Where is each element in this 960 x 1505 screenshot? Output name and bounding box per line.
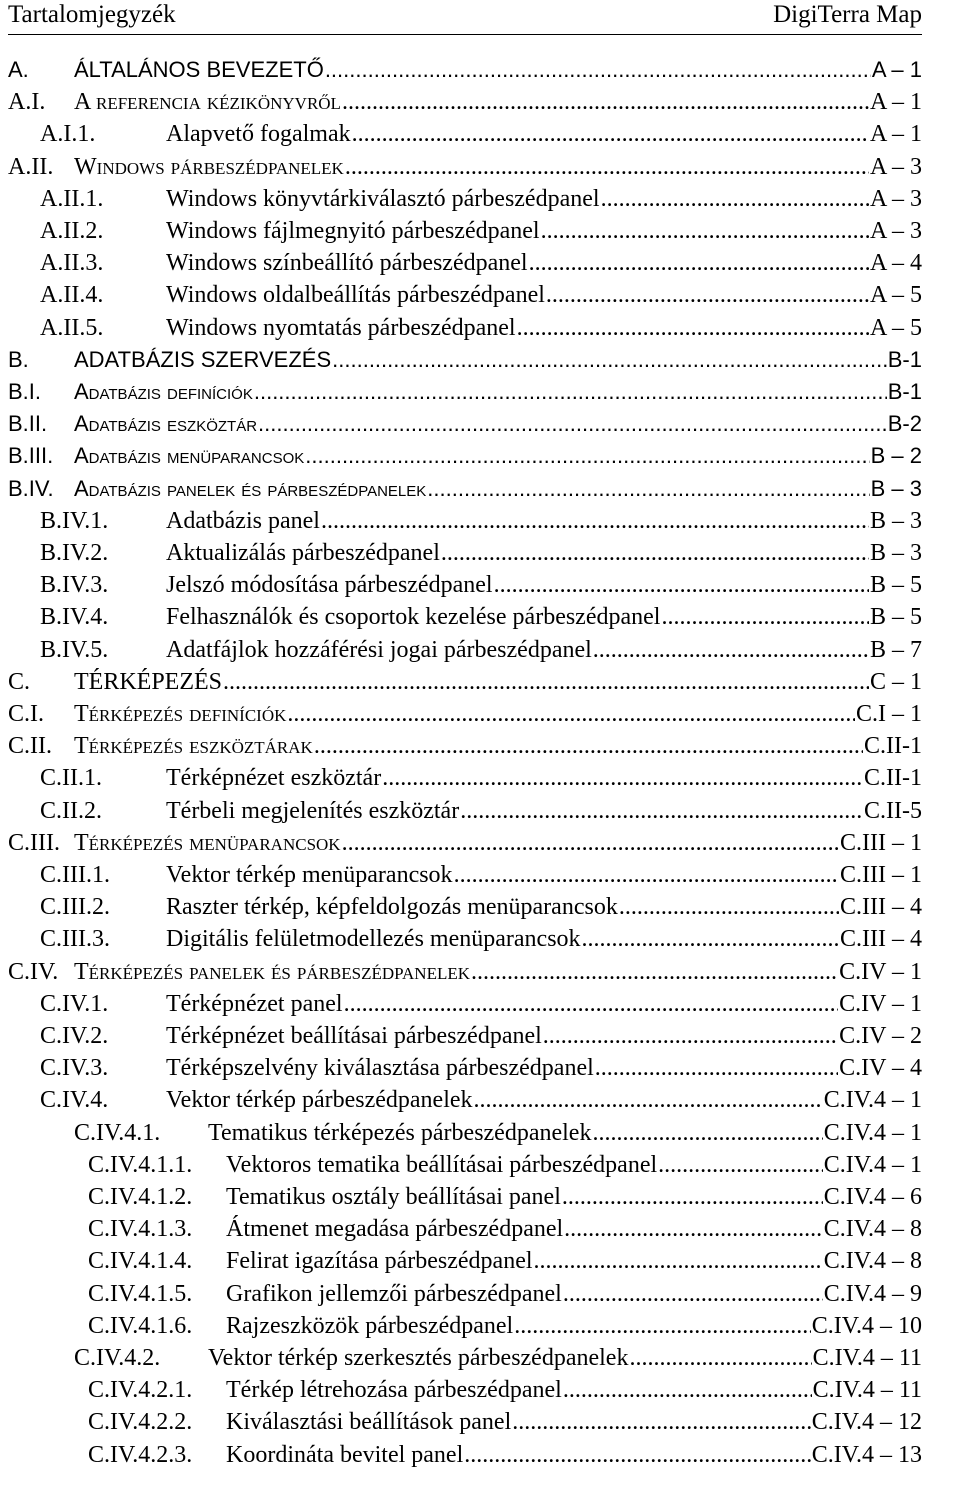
- toc-entry-title: Térképezés eszköztárak: [74, 733, 313, 760]
- toc-entry[interactable]: [0, 923, 922, 955]
- dot-leader: [460, 795, 863, 827]
- toc-entry[interactable]: [0, 569, 922, 601]
- toc-entry-line: [74, 956, 922, 988]
- dot-leader: [352, 118, 869, 150]
- toc-entry-line: [226, 1406, 922, 1438]
- toc-entry-number: C.IV.4.2.1.: [88, 1377, 193, 1404]
- toc-entry-page: C.IV.4 – 1: [823, 1119, 922, 1146]
- toc-entry-line: [166, 988, 922, 1020]
- toc-entry-page: C.IV.4 – 1: [823, 1151, 922, 1178]
- toc-entry[interactable]: [0, 730, 922, 762]
- toc-entry-title: Vektor térkép menüparancsok: [166, 862, 453, 888]
- running-header: [8, 0, 922, 35]
- toc-entry-title: Windows színbeállító párbeszédpanel: [166, 250, 528, 277]
- dot-leader: [512, 1406, 811, 1438]
- toc-entry-page: B – 3: [869, 507, 922, 534]
- toc-entry-title: Windows fájlmegnyitó párbeszédpanel: [166, 218, 540, 244]
- toc-entry-page: C.IV.4 – 13: [811, 1441, 922, 1468]
- toc-entry-number: C.IV.4.1.5.: [88, 1280, 193, 1307]
- toc-entry-line: [166, 762, 922, 794]
- toc-entry-title: Térképezés panelek és párbeszédpanelek: [74, 958, 470, 985]
- toc-entry-page: C.IV – 1: [839, 958, 922, 985]
- toc-entry[interactable]: [0, 1374, 922, 1406]
- toc-entry-line: [226, 1439, 922, 1471]
- toc-entry-number: A.II.2.: [40, 218, 104, 244]
- toc-entry-number: C.IV.4.2.2.: [88, 1409, 193, 1436]
- toc-entry-title: Térképnézet eszköztár: [166, 765, 382, 792]
- toc-entry[interactable]: [0, 666, 922, 698]
- dot-leader: [546, 279, 869, 311]
- dot-leader: [254, 376, 887, 408]
- dot-leader: [543, 1020, 838, 1052]
- toc-entry[interactable]: [0, 1149, 922, 1181]
- toc-entry-title: Raszter térkép, képfeldolgozás menüparancsok: [166, 894, 618, 921]
- toc-entry-title: Térképnézet panel: [166, 990, 343, 1017]
- toc-entry-number: A.: [8, 57, 29, 82]
- toc-entry-line: [74, 440, 922, 472]
- toc-entry-number: C.IV.2.: [40, 1023, 109, 1049]
- toc-entry-line: [226, 1245, 922, 1277]
- toc-entry[interactable]: [0, 312, 922, 344]
- toc-entry-line: [74, 376, 922, 408]
- dot-leader: [342, 827, 839, 859]
- dot-leader: [582, 923, 839, 955]
- dot-leader: [325, 54, 871, 86]
- dot-leader: [321, 505, 869, 537]
- toc-entry[interactable]: [0, 344, 922, 376]
- toc-entry-number: B.IV.1.: [40, 507, 109, 534]
- toc-entry-line: [74, 54, 922, 86]
- toc-entry[interactable]: [0, 1439, 922, 1471]
- toc-entry[interactable]: [0, 473, 922, 505]
- toc-entry-line: [226, 1374, 922, 1406]
- toc-entry[interactable]: [0, 601, 922, 633]
- toc-entry-line: [74, 408, 922, 440]
- dot-leader: [344, 988, 839, 1020]
- toc-entry-line: [74, 698, 922, 730]
- toc-entry-title: Tematikus térképezés párbeszédpanelek: [208, 1119, 592, 1146]
- toc-entry-line: [208, 1117, 922, 1149]
- toc-entry[interactable]: [0, 1278, 922, 1310]
- toc-entry[interactable]: [0, 827, 922, 859]
- toc-entry-number: B.: [8, 346, 29, 372]
- toc-entry-title: Adatbázis panel: [166, 507, 320, 534]
- toc-entry-title: Adatbázis panelek és párbeszédpanelek: [74, 475, 427, 501]
- toc-entry-number: A.II.5.: [40, 314, 104, 341]
- toc-entry[interactable]: [0, 54, 922, 86]
- toc-entry[interactable]: [0, 151, 922, 183]
- toc-entry-title: Vektor térkép szerkesztés párbeszédpanelek: [208, 1345, 629, 1371]
- toc-entry-title: Windows oldalbeállítás párbeszédpanel: [166, 282, 545, 309]
- toc-entry-page: C.II-5: [864, 797, 922, 824]
- toc-entry-page: C.III – 4: [840, 926, 922, 953]
- toc-entry-number: C.III.1.: [40, 862, 110, 888]
- toc-entry-number: C.IV.4.1.2.: [88, 1184, 193, 1210]
- toc-entry-page: C.IV.4 – 9: [823, 1280, 922, 1307]
- toc-entry-page: A – 3: [869, 153, 922, 180]
- toc-entry-title: Kiválasztási beállítások panel: [226, 1409, 512, 1436]
- dot-leader: [494, 569, 869, 601]
- toc-entry-number: A.I.1.: [40, 121, 96, 148]
- toc-entry-number: C.I.: [8, 701, 44, 727]
- toc-entry[interactable]: [0, 1342, 922, 1374]
- toc-entry-line: [166, 891, 922, 923]
- dot-leader: [563, 1374, 812, 1406]
- toc-entry[interactable]: [0, 279, 922, 311]
- toc-entry-page: A – 4: [869, 250, 922, 277]
- toc-entry-number: B.IV.: [8, 475, 54, 501]
- toc-entry-title: Jelszó módosítása párbeszédpanel: [166, 572, 493, 599]
- toc-entry-title: Koordináta bevitel panel: [226, 1441, 464, 1468]
- toc-entry-number: B.II.: [8, 411, 48, 437]
- toc-entry-line: [166, 247, 922, 279]
- toc-entry-title: Térképnézet beállításai párbeszédpanel: [166, 1023, 542, 1049]
- toc-entry-page: C.IV.4 – 11: [812, 1345, 922, 1371]
- toc-entry-line: [74, 86, 922, 118]
- dot-leader: [593, 634, 869, 666]
- toc-entry-page: C.IV.4 – 11: [812, 1377, 922, 1404]
- toc-entry-page: C.IV – 1: [839, 990, 922, 1017]
- toc-entry-title: Átmenet megadása párbeszédpanel: [226, 1216, 564, 1243]
- toc-entry[interactable]: [0, 1245, 922, 1277]
- toc-entry-page: C.II-1: [864, 733, 922, 760]
- toc-entry-line: [74, 473, 922, 505]
- toc-entry-line: [166, 795, 922, 827]
- toc-entry-page: A – 5: [869, 314, 922, 341]
- toc-entry-page: C.IV.4 – 8: [823, 1248, 922, 1275]
- toc-entry-line: [226, 1149, 922, 1181]
- toc-entry-line: [166, 601, 922, 633]
- toc-entry-title: Grafikon jellemzői párbeszédpanel: [226, 1280, 562, 1307]
- toc-entry[interactable]: [0, 891, 922, 923]
- toc-entry-number: A.II.1.: [40, 185, 104, 212]
- toc-entry-number: C.IV.4.1.1.: [88, 1151, 193, 1178]
- dot-leader: [332, 344, 887, 376]
- toc-entry-number: C.IV.3.: [40, 1055, 109, 1082]
- toc-entry-line: [226, 1213, 922, 1245]
- toc-entry-page: A – 5: [869, 282, 922, 309]
- toc-entry-page: A – 1: [871, 57, 922, 82]
- toc-entry[interactable]: [0, 537, 922, 569]
- toc-entry-line: [74, 827, 922, 859]
- toc-entry-page: A – 3: [869, 185, 922, 212]
- toc-entry[interactable]: [0, 956, 922, 988]
- toc-entry[interactable]: [0, 1052, 922, 1084]
- toc-entry[interactable]: [0, 698, 922, 730]
- dot-leader: [517, 312, 869, 344]
- toc-entry-number: A.II.3.: [40, 250, 104, 277]
- toc-entry-number: C.IV.4.1.3.: [88, 1216, 193, 1243]
- toc-entry[interactable]: [0, 1310, 922, 1342]
- dot-leader: [619, 891, 839, 923]
- dot-leader: [223, 666, 869, 698]
- toc-entry-page: C.III – 1: [840, 829, 922, 856]
- toc-entry[interactable]: [0, 183, 922, 215]
- toc-entry-number: B.III.: [8, 443, 54, 469]
- toc-entry-page: C.IV.4 – 6: [823, 1184, 922, 1210]
- dot-leader: [454, 859, 839, 891]
- dot-leader: [382, 762, 863, 794]
- toc-entry[interactable]: [0, 634, 922, 666]
- toc-entry-line: [208, 1342, 922, 1374]
- toc-entry-title: Adatbázis menüparancsok: [74, 443, 305, 469]
- toc-entry-line: [226, 1278, 922, 1310]
- dot-leader: [314, 730, 863, 762]
- toc-entry-page: B – 5: [869, 604, 922, 631]
- toc-entry[interactable]: [0, 505, 922, 537]
- dot-leader: [474, 1084, 823, 1116]
- toc-entry-line: [74, 730, 922, 762]
- toc-entry-line: [74, 666, 922, 698]
- toc-entry-title: Windows párbeszédpanelek: [74, 153, 344, 180]
- toc-entry-number: B.IV.5.: [40, 636, 109, 663]
- toc-entry-line: [166, 505, 922, 537]
- toc-entry-page: C.I – 1: [856, 701, 922, 727]
- toc-entry-line: [166, 1020, 922, 1052]
- toc-entry-page: B – 2: [870, 443, 922, 469]
- toc-entry-page: C.IV – 4: [839, 1055, 922, 1082]
- toc-entry-page: C.III – 1: [840, 862, 922, 888]
- toc-entry-page: C.IV.4 – 8: [823, 1216, 922, 1243]
- toc-entry-page: C.III – 4: [840, 894, 922, 921]
- toc-entry-number: A.II.4.: [40, 282, 104, 309]
- toc-entry[interactable]: [0, 795, 922, 827]
- dot-leader: [427, 473, 869, 505]
- toc-entry-line: [166, 118, 922, 150]
- toc-entry-title: Térkép létrehozása párbeszédpanel: [226, 1377, 562, 1404]
- toc-entry-page: C.IV.4 – 10: [811, 1312, 922, 1339]
- dot-leader: [562, 1181, 823, 1213]
- toc-entry-line: [166, 312, 922, 344]
- toc-entry-title: Térképezés menüparancsok: [74, 829, 341, 856]
- toc-entry-line: [166, 923, 922, 955]
- toc-entry[interactable]: [0, 86, 922, 118]
- toc-entry-line: [166, 215, 922, 247]
- toc-entry-number: C.II.2.: [40, 797, 102, 824]
- toc-entry-title: Rajzeszközök párbeszédpanel: [226, 1312, 514, 1339]
- toc-entry-number: C.III.2.: [40, 894, 110, 921]
- toc-entry-number: B.IV.4.: [40, 604, 109, 631]
- dot-leader: [563, 1278, 823, 1310]
- dot-leader: [342, 86, 869, 118]
- toc-entry-number: B.IV.2.: [40, 540, 109, 566]
- toc-entry-title: Vektor térkép párbeszédpanelek: [166, 1087, 473, 1114]
- toc-entry[interactable]: [0, 408, 922, 440]
- toc-entry[interactable]: [0, 1117, 922, 1149]
- toc-entry-number: C.III.3.: [40, 926, 110, 953]
- toc-entry-title: Digitális felületmodellezés menüparancsok: [166, 926, 581, 953]
- toc-entry-title: ÁLTALÁNOS BEVEZETŐ: [74, 57, 324, 82]
- toc-entry-number: C.IV.4.: [40, 1087, 109, 1114]
- toc-entry-title: Felhasználók és csoportok kezelése párbeszédpanel: [166, 604, 661, 631]
- toc-entry-page: A – 3: [869, 218, 922, 244]
- toc-entry-number: A.I.: [8, 89, 46, 116]
- dot-leader: [305, 440, 869, 472]
- toc-entry-page: A – 1: [869, 89, 922, 116]
- dot-leader: [534, 1245, 823, 1277]
- toc-entry-title: ADATBÁZIS SZERVEZÉS: [74, 346, 332, 372]
- toc-entry-title: Aktualizálás párbeszédpanel: [166, 540, 440, 566]
- toc-entry-title: Felirat igazítása párbeszédpanel: [226, 1248, 533, 1275]
- toc-entry-page: B – 7: [869, 636, 922, 663]
- toc-entry-page: C.IV.4 – 1: [823, 1087, 922, 1114]
- toc-entry[interactable]: [0, 1406, 922, 1438]
- toc-entry-line: [166, 537, 922, 569]
- toc-entry-title: Adatbázis definíciók: [74, 379, 253, 404]
- dot-leader: [601, 183, 869, 215]
- toc-entry-page: C.IV – 2: [839, 1023, 922, 1049]
- toc-entry[interactable]: [0, 859, 922, 891]
- toc-entry-page: B-2: [887, 411, 922, 437]
- toc-entry-number: C.IV.4.1.: [74, 1119, 161, 1146]
- header-title: Tartalomjegyzék: [8, 1, 176, 28]
- toc-entry-page: C – 1: [869, 668, 922, 695]
- toc-entry-number: C.IV.1.: [40, 990, 109, 1017]
- toc-entry-page: A – 1: [869, 121, 922, 148]
- toc-entry-line: [226, 1181, 922, 1213]
- toc-entry[interactable]: [0, 376, 922, 408]
- toc-entry-number: C.IV.4.2.: [74, 1345, 161, 1371]
- toc-entry[interactable]: [0, 1181, 922, 1213]
- toc-entry[interactable]: [0, 1213, 922, 1245]
- dot-leader: [464, 1439, 811, 1471]
- toc-entry-line: [226, 1310, 922, 1342]
- toc-entry[interactable]: [0, 247, 922, 279]
- dot-leader: [629, 1342, 811, 1374]
- toc-entry-title: Windows könyvtárkiválasztó párbeszédpanel: [166, 185, 600, 212]
- toc-entry-page: B-1: [887, 346, 922, 372]
- dot-leader: [287, 698, 855, 730]
- dot-leader: [592, 1117, 822, 1149]
- toc-entry-line: [166, 279, 922, 311]
- toc-entry-page: B – 3: [870, 475, 922, 501]
- toc-entry-line: [166, 634, 922, 666]
- toc-entry[interactable]: [0, 1084, 922, 1116]
- toc-entry-page: B – 5: [869, 572, 922, 599]
- toc-entry[interactable]: [0, 762, 922, 794]
- toc-entry-number: C.II.: [8, 733, 52, 760]
- toc-entry-title: Tematikus osztály beállításai panel: [226, 1184, 561, 1210]
- toc-entry-number: C.IV.: [8, 958, 59, 985]
- toc-entry-title: Térbeli megjelenítés eszköztár: [166, 797, 460, 824]
- toc-entry-title: Térképszelvény kiválasztása párbeszédpanel: [166, 1055, 594, 1082]
- dot-leader: [658, 1149, 823, 1181]
- toc-entry[interactable]: [0, 215, 922, 247]
- toc-entry-line: [166, 569, 922, 601]
- toc-entry-page: C.IV.4 – 12: [811, 1409, 922, 1436]
- toc-entry-number: C.IV.4.1.4.: [88, 1248, 193, 1275]
- toc-entry[interactable]: [0, 988, 922, 1020]
- toc-entry-title: Windows nyomtatás párbeszédpanel: [166, 314, 516, 341]
- toc-entry[interactable]: [0, 440, 922, 472]
- toc-entry-title: Térképezés definíciók: [74, 701, 287, 727]
- dot-leader: [471, 956, 838, 988]
- toc-entry-number: B.I.: [8, 379, 42, 404]
- header-product-name: DigiTerra Map: [773, 1, 922, 28]
- toc-entry-title: Adatbázis eszköztár: [74, 411, 258, 437]
- toc-entry-line: [74, 151, 922, 183]
- dot-leader: [441, 537, 869, 569]
- dot-leader: [529, 247, 869, 279]
- toc-entry[interactable]: [0, 1020, 922, 1052]
- toc-entry-number: B.IV.3.: [40, 572, 109, 599]
- toc-entry-number: C.III.: [8, 829, 60, 856]
- dot-leader: [661, 601, 869, 633]
- toc-entry-number: C.IV.4.2.3.: [88, 1441, 193, 1468]
- dot-leader: [345, 151, 869, 183]
- toc-entry-page: C.II-1: [864, 765, 922, 792]
- toc-entry-line: [166, 1052, 922, 1084]
- toc-entry-page: B – 3: [869, 540, 922, 566]
- dot-leader: [564, 1213, 823, 1245]
- toc-entry-page: B-1: [887, 379, 922, 404]
- toc-entry-title: Alapvető fogalmak: [166, 121, 351, 148]
- toc-entry-title: TÉRKÉPEZÉS: [74, 668, 222, 695]
- toc-entry-line: [166, 859, 922, 891]
- toc-entry-number: C.IV.4.1.6.: [88, 1312, 193, 1339]
- toc-entry-number: C.II.1.: [40, 765, 102, 792]
- dot-leader: [514, 1310, 811, 1342]
- dot-leader: [541, 215, 869, 247]
- toc-entry[interactable]: [0, 118, 922, 150]
- toc-entry-number: A.II.: [8, 153, 54, 180]
- toc-entry-line: [166, 1084, 922, 1116]
- toc-entry-line: [74, 344, 922, 376]
- toc-entry-title: A referencia kézikönyvről: [74, 89, 341, 116]
- toc-entry-title: Vektoros tematika beállításai párbeszédpanel: [226, 1151, 658, 1178]
- toc-entry-line: [166, 183, 922, 215]
- toc-entry-title: Adatfájlok hozzáférési jogai párbeszédpanel: [166, 636, 592, 663]
- dot-leader: [595, 1052, 838, 1084]
- dot-leader: [258, 408, 887, 440]
- toc-entry-number: C.: [8, 668, 31, 695]
